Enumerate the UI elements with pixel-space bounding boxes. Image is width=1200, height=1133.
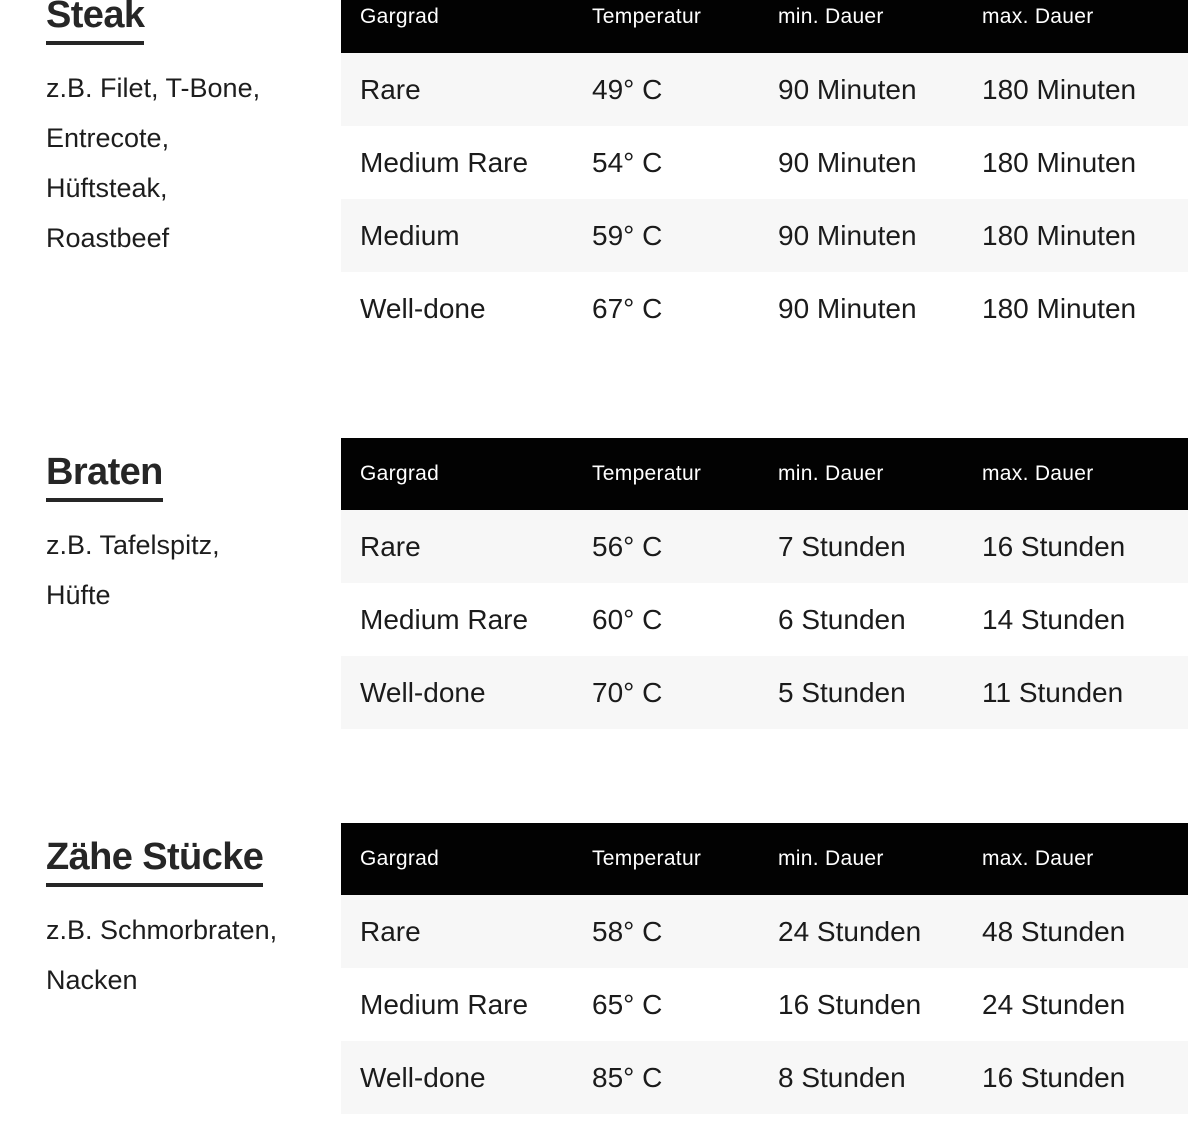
cell-max-dauer: 180 Minuten bbox=[982, 219, 1137, 251]
column-header-max-dauer: max. Dauer bbox=[982, 5, 1094, 28]
cell-temperatur: 70° C bbox=[592, 676, 663, 708]
section-title-zaehe-stuecke: Zähe Stücke bbox=[46, 837, 263, 887]
cell-max-dauer: 180 Minuten bbox=[982, 146, 1137, 178]
section-steak bbox=[0, 0, 1200, 345]
cell-temperatur: 58° C bbox=[592, 915, 663, 947]
steak-table bbox=[341, 0, 1188, 345]
table-row bbox=[341, 895, 1188, 968]
cell-temperatur: 49° C bbox=[592, 73, 663, 105]
table-row bbox=[341, 510, 1188, 583]
table-header-row bbox=[341, 0, 1188, 53]
cell-gargrad: Well-done bbox=[360, 1061, 486, 1093]
cell-min-dauer: 16 Stunden bbox=[778, 988, 922, 1020]
cell-temperatur: 59° C bbox=[592, 219, 663, 251]
column-header-temperatur: Temperatur bbox=[592, 847, 702, 870]
cell-max-dauer: 48 Stunden bbox=[982, 915, 1126, 947]
cell-max-dauer: 16 Stunden bbox=[982, 1061, 1126, 1093]
cell-temperatur: 67° C bbox=[592, 292, 663, 324]
cell-min-dauer: 7 Stunden bbox=[778, 530, 906, 562]
description-line: Hüfte bbox=[46, 579, 111, 610]
section-braten bbox=[0, 438, 1200, 729]
section-description-steak bbox=[46, 63, 341, 263]
description-line: Hüftsteak, bbox=[46, 172, 168, 203]
cell-max-dauer: 180 Minuten bbox=[982, 292, 1137, 324]
column-header-min-dauer: min. Dauer bbox=[778, 462, 884, 485]
cell-gargrad: Well-done bbox=[360, 676, 486, 708]
cell-gargrad: Medium Rare bbox=[360, 603, 529, 635]
cell-temperatur: 60° C bbox=[592, 603, 663, 635]
cell-max-dauer: 180 Minuten bbox=[982, 73, 1137, 105]
cell-min-dauer: 90 Minuten bbox=[778, 73, 917, 105]
braten-table bbox=[341, 438, 1188, 729]
cell-temperatur: 54° C bbox=[592, 146, 663, 178]
cell-min-dauer: 5 Stunden bbox=[778, 676, 906, 708]
column-header-gargrad: Gargrad bbox=[360, 5, 440, 28]
cell-temperatur: 85° C bbox=[592, 1061, 663, 1093]
cell-max-dauer: 24 Stunden bbox=[982, 988, 1126, 1020]
column-header-gargrad: Gargrad bbox=[360, 462, 440, 485]
zaehe-stuecke-table bbox=[341, 823, 1188, 1114]
description-line: z.B. Schmorbraten, bbox=[46, 914, 278, 945]
table-row bbox=[341, 126, 1188, 199]
cell-max-dauer: 16 Stunden bbox=[982, 530, 1126, 562]
table-header-row bbox=[341, 438, 1188, 510]
cell-gargrad: Well-done bbox=[360, 292, 486, 324]
cell-min-dauer: 90 Minuten bbox=[778, 292, 917, 324]
cell-min-dauer: 90 Minuten bbox=[778, 146, 917, 178]
section-description-braten bbox=[46, 520, 341, 620]
description-line: Nacken bbox=[46, 964, 138, 995]
table-row bbox=[341, 199, 1188, 272]
column-header-max-dauer: max. Dauer bbox=[982, 462, 1094, 485]
cell-min-dauer: 90 Minuten bbox=[778, 219, 917, 251]
table-row bbox=[341, 53, 1188, 126]
cell-temperatur: 56° C bbox=[592, 530, 663, 562]
cell-max-dauer: 14 Stunden bbox=[982, 603, 1126, 635]
section-description-zaehe-stuecke bbox=[46, 905, 341, 1005]
table-row bbox=[341, 968, 1188, 1041]
section-title-braten: Braten bbox=[46, 452, 163, 502]
section-zaehe-stuecke bbox=[0, 823, 1200, 1114]
section-steak-info bbox=[0, 0, 341, 263]
table-row bbox=[341, 583, 1188, 656]
table-row bbox=[341, 1041, 1188, 1114]
description-line: Roastbeef bbox=[46, 222, 170, 253]
section-zaehe-stuecke-info bbox=[0, 823, 341, 1005]
table-row bbox=[341, 272, 1188, 345]
column-header-min-dauer: min. Dauer bbox=[778, 847, 884, 870]
table-row bbox=[341, 656, 1188, 729]
column-header-min-dauer: min. Dauer bbox=[778, 5, 884, 28]
cell-gargrad: Rare bbox=[360, 530, 421, 562]
cell-min-dauer: 24 Stunden bbox=[778, 915, 922, 947]
cell-gargrad: Rare bbox=[360, 73, 421, 105]
description-line: z.B. Tafelspitz, bbox=[46, 529, 220, 560]
column-header-temperatur: Temperatur bbox=[592, 5, 702, 28]
description-line: Entrecote, bbox=[46, 122, 170, 153]
cell-gargrad: Medium bbox=[360, 219, 460, 251]
cell-gargrad: Medium Rare bbox=[360, 146, 529, 178]
cell-temperatur: 65° C bbox=[592, 988, 663, 1020]
cell-gargrad: Rare bbox=[360, 915, 421, 947]
column-header-max-dauer: max. Dauer bbox=[982, 847, 1094, 870]
section-title-steak: Steak bbox=[46, 0, 144, 45]
table-header-row bbox=[341, 823, 1188, 895]
cell-min-dauer: 6 Stunden bbox=[778, 603, 906, 635]
column-header-gargrad: Gargrad bbox=[360, 847, 440, 870]
description-line: z.B. Filet, T-Bone, bbox=[46, 72, 261, 103]
cell-min-dauer: 8 Stunden bbox=[778, 1061, 906, 1093]
cell-max-dauer: 11 Stunden bbox=[982, 676, 1124, 708]
column-header-temperatur: Temperatur bbox=[592, 462, 702, 485]
cell-gargrad: Medium Rare bbox=[360, 988, 529, 1020]
section-braten-info bbox=[0, 438, 341, 620]
